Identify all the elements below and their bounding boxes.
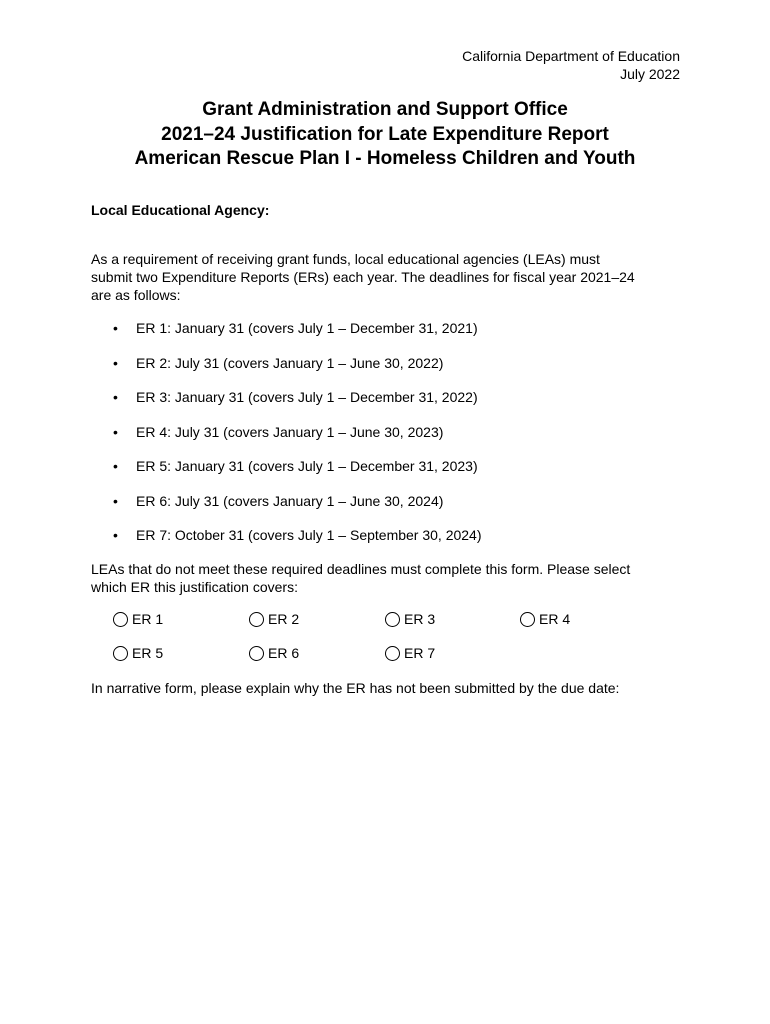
intro-line-3: are as follows:	[91, 287, 181, 303]
radio-label: ER 6	[268, 645, 300, 661]
department-name: California Department of Education	[462, 48, 680, 64]
radio-circle-icon[interactable]	[249, 646, 264, 661]
radio-er-2[interactable]	[249, 609, 299, 629]
title-line-1: Grant Administration and Support Office	[202, 99, 568, 120]
radio-er-3[interactable]	[385, 609, 435, 629]
narrative-prompt: In narrative form, please explain why the ER has not been submitted by the due date:	[91, 680, 620, 696]
bullet-icon: •	[113, 389, 118, 405]
radio-er-5[interactable]	[113, 643, 163, 663]
bullet-icon: •	[113, 320, 118, 336]
deadline-text: ER 5: January 31 (covers July 1 – December 31, 2023)	[136, 458, 478, 474]
radio-label: ER 2	[268, 611, 300, 627]
radio-label: ER 5	[132, 645, 164, 661]
radio-circle-icon[interactable]	[520, 612, 535, 627]
bullet-icon: •	[113, 354, 118, 371]
bullet-icon: •	[113, 458, 118, 474]
document-title	[0, 98, 770, 172]
lea-label: Local Educational Agency:	[91, 202, 270, 218]
radio-er-1[interactable]	[113, 609, 163, 629]
deadline-text: ER 1: January 31 (covers July 1 – December 31, 2021)	[136, 320, 478, 336]
title-line-3: American Rescue Plan I - Homeless Children and Youth	[134, 148, 636, 169]
radio-circle-icon[interactable]	[113, 646, 128, 661]
select-instruction-line-2: which ER this justification covers:	[91, 579, 298, 595]
radio-circle-icon[interactable]	[385, 612, 400, 627]
document-date: July 2022	[620, 66, 680, 82]
radio-circle-icon[interactable]	[385, 646, 400, 661]
radio-label: ER 7	[404, 645, 436, 661]
radio-circle-icon[interactable]	[249, 612, 264, 627]
radio-er-4[interactable]	[520, 609, 570, 629]
deadline-text: ER 4: July 31 (covers January 1 – June 30, 2023)	[136, 423, 444, 440]
bullet-icon: •	[113, 423, 118, 440]
deadline-text: ER 3: January 31 (covers July 1 – December 31, 2022)	[136, 389, 478, 405]
radio-label: ER 4	[539, 611, 571, 627]
title-line-2: 2021–24 Justification for Late Expenditure Report	[161, 123, 609, 145]
radio-er-6[interactable]	[249, 643, 299, 663]
radio-label: ER 1	[132, 611, 164, 627]
intro-line-2: submit two Expenditure Reports (ERs) each year. The deadlines for fiscal year 2021–24	[91, 269, 635, 285]
radio-circle-icon[interactable]	[113, 612, 128, 627]
intro-paragraph	[91, 250, 691, 304]
deadline-text: ER 7: October 31 (covers July 1 – September 30, 2024)	[136, 527, 482, 543]
select-instruction-line-1: LEAs that do not meet these required deadlines must complete this form. Please select	[91, 561, 631, 577]
intro-line-1: As a requirement of receiving grant funds, local educational agencies (LEAs) must	[91, 251, 600, 267]
select-instruction	[91, 560, 711, 596]
radio-er-7[interactable]	[385, 643, 435, 663]
deadline-text: ER 6: July 31 (covers January 1 – June 30, 2024)	[136, 492, 444, 509]
radio-label: ER 3	[404, 611, 436, 627]
deadline-text: ER 2: July 31 (covers January 1 – June 30, 2022)	[136, 354, 444, 371]
document-header	[462, 47, 680, 83]
bullet-icon: •	[113, 492, 118, 509]
bullet-icon: •	[113, 527, 118, 543]
